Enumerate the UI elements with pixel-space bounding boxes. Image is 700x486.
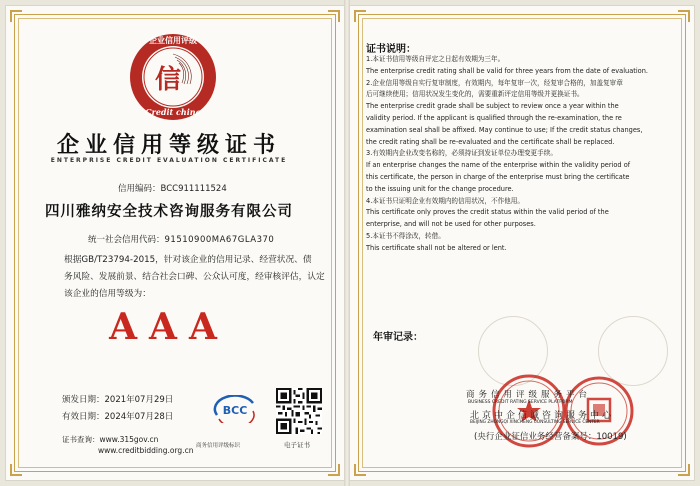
note-line: 5.本证书不得涂改，转借。 <box>366 231 445 240</box>
note-line: the credit rating shall be re-evaluated and the certificate shall be replaced. <box>366 137 615 146</box>
issue-date-label: 颁发日期： <box>62 395 105 405</box>
company-name: 四川雅纳安全技术咨询服务有限公司 <box>45 204 293 220</box>
bcc-caption: 商务信用评级标识 <box>196 443 241 449</box>
bcc-logo-text: BCC <box>222 404 248 417</box>
qr-code-icon[interactable] <box>276 388 322 434</box>
query-url-1[interactable]: www.315gov.cn <box>99 435 159 444</box>
credit-code-value: BCC911111524 <box>160 184 227 194</box>
note-line: enterprise, and will not be used for other purposes. <box>366 220 536 229</box>
issue-date-value: 2021年07月29日 <box>104 395 174 405</box>
note-line: 3.有效期内企业改变名称的，必须持证到发证单位办理变更手续。 <box>366 149 557 158</box>
credit-grade: AAA <box>109 306 229 348</box>
note-line: 2.企业信用等级自实行复审制度，有效期内，每年复审一次，经复审合格的，加盖复审章 <box>366 78 623 87</box>
query-row <box>62 434 158 445</box>
issuer-line-1: 商务信用评级服务平台 <box>466 390 592 400</box>
bcc-logo-icon <box>212 395 258 423</box>
note-line: The enterprise credit rating shall be valid for three years from the date of evaluation. <box>366 66 648 75</box>
notes-body <box>366 54 686 255</box>
issue-date-row <box>62 393 173 405</box>
note-line: The enterprise credit grade shall be subject to review once a year within the <box>366 102 619 111</box>
corner-ornament <box>678 10 690 22</box>
corner-ornament <box>354 464 366 476</box>
credit-china-seal-icon <box>128 32 218 122</box>
seal-arc-text: 企业信用评级 <box>149 36 197 45</box>
corner-ornament <box>328 464 340 476</box>
annual-review-label: 年审记录： <box>373 332 423 343</box>
note-line: If an enterprise changes the name of the enterprise within the validity period of <box>366 161 631 170</box>
note-line: examination seal shall be affixed. May continue to use; If the credit status changes, <box>366 125 643 134</box>
corner-ornament <box>678 464 690 476</box>
evaluation-paragraph <box>64 252 326 303</box>
note-line: 4.本证书只证明企业有效期内的信用状况，不作他用。 <box>366 196 524 205</box>
issuer-line-5: (央行企业征信业务经营备案号：10019) <box>474 432 627 442</box>
note-line: 后可继续使用；信用状况发生变化的，需要重新评定信用等级并更换证书。 <box>366 90 584 99</box>
corner-ornament <box>10 10 22 22</box>
seal-center-char: 信 <box>154 65 182 95</box>
corner-ornament <box>10 464 22 476</box>
social-code-value: 91510900MA67GLA370 <box>164 235 275 245</box>
valid-date-row <box>62 410 173 422</box>
note-line: this certificate, the person in charge of the enterprise must bring the certificate <box>366 172 630 181</box>
notes-title: 证书说明： <box>366 44 416 55</box>
seal-bottom-text: Credit china <box>145 107 201 117</box>
corner-ornament <box>354 10 366 22</box>
social-code-row <box>88 233 274 245</box>
corner-ornament <box>328 10 340 22</box>
issuer-line-3: 北京中企信诚咨询服务中心 <box>470 411 615 421</box>
qr-caption: 电子证书 <box>284 441 310 449</box>
evaluation-line-1: 根据GB/T23794-2015，针对该企业的信用记录、经营状况、债 <box>64 255 312 265</box>
note-line: validity period. If the applicant is qualified through the re-examination, the re <box>366 113 622 122</box>
note-line: This certificate only proves the credit status within the valid period of the <box>366 208 609 217</box>
query-url-2[interactable]: www.creditbidding.org.cn <box>98 446 194 455</box>
credit-code-label: 信用编码： <box>118 184 161 194</box>
valid-date-label: 有效日期： <box>62 412 105 422</box>
social-code-label: 统一社会信用代码： <box>88 235 165 245</box>
issuer-line-2: BUSINESS CREDIT RATING SERVICE PLATFORM <box>468 400 573 405</box>
certificate-title: 企业信用等级证书 <box>56 132 281 158</box>
note-line: This certificate shall not be altered or lent. <box>366 243 507 252</box>
query-label: 证书查询： <box>62 435 100 444</box>
note-line: 1.本证书信用等级自评定之日起有效期为三年。 <box>366 55 505 63</box>
evaluation-line-2: 务风险、发展前景、结合社会口碑、公众认可度，经审核评估，认定 <box>64 272 325 282</box>
issuer-line-4: BEIJING ZHONGQI XINCHENG CONSULTING SERVICE CENTER <box>470 420 600 425</box>
valid-date-value: 2024年07月28日 <box>104 412 174 422</box>
credit-code-row <box>118 182 227 194</box>
note-line: to the issuing unit for the change procedure. <box>366 184 514 193</box>
evaluation-line-3: 该企业的信用等级为： <box>64 289 151 299</box>
certificate-subtitle: ENTERPRISE CREDIT EVALUATION CERTIFICATE <box>50 157 288 164</box>
